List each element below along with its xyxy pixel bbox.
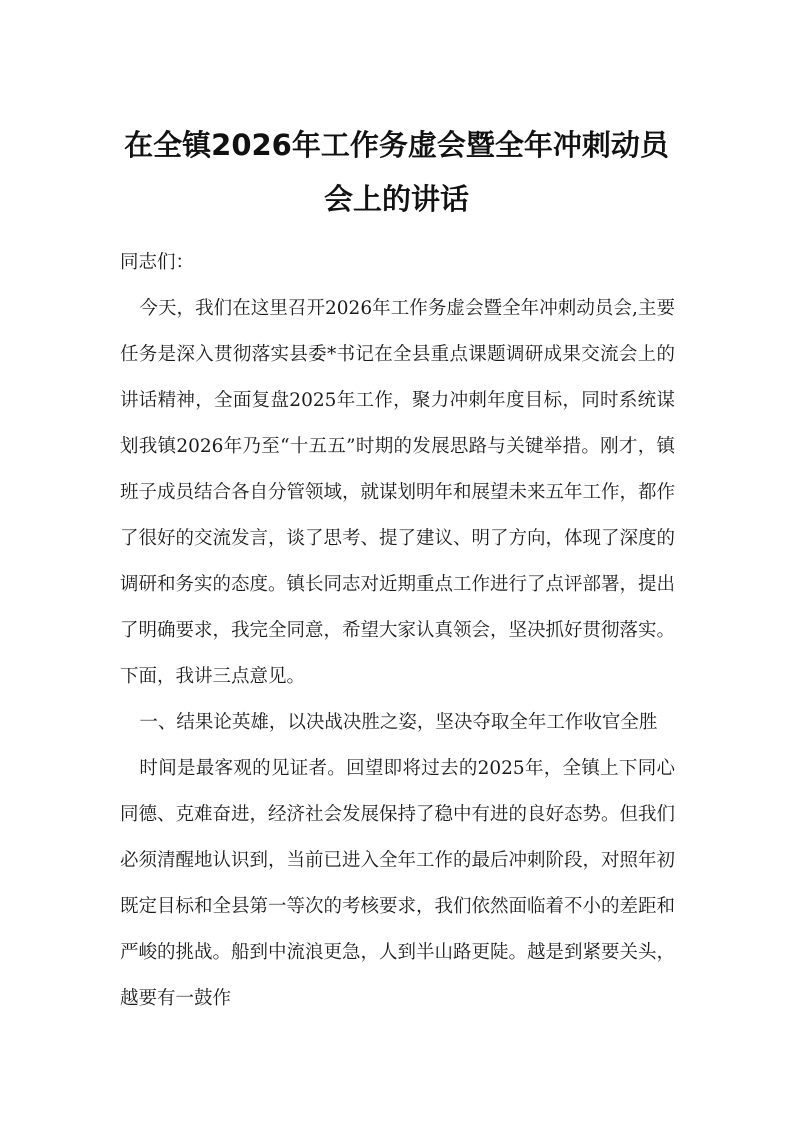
salutation: 同志们： [120, 252, 195, 273]
paragraph-section-1: 时间是最客观的见证者。回望即将过去的2025年，全镇上下同心同德、克难奋进，经济社会发展保持了稳中有进的良好态势。但我们必须清醒地认识到，当前已进入全年工作的最后冲刺阶段，对照年初既定目标和全县第一等次的考核要求，我们依然面临着不小的差距和严峻的挑战。船到中流浪更急，人到半山路更陡。越是到紧要关头，越要有一鼓作 [120, 758, 676, 1009]
paragraph-opening: 今天，我们在这里召开2026年工作务虚会暨全年冲刺动员会,主要任务是深入贯彻落实县委*书记在全县重点课题调研成果交流会上的讲话精神，全面复盘2025年工作，聚力冲刺年度目标，同时系统谋划我镇2026年乃至“十五五”时期的发展思路与关键举措。刚才，镇班子成员结合各自分管领域，就谋划明年和展望未来五年工作，都作了很好的交流发言，谈了思考、提了建议、明了方向，体现了深度的调研和务实的态度。镇长同志对近期重点工作进行了点评部署，提出了明确要求，我完全同意，希望大家认真领会，坚决抓好贯彻落实。下面，我讲三点意见。 [120, 298, 676, 687]
document-body [120, 240, 675, 1022]
document-title: 在全镇2026年工作务虚会暨全年冲刺动员会上的讲话 [124, 128, 669, 216]
section-heading-1: 一、结果论英雄，以决战决胜之姿，坚决夺取全年工作收官全胜 [139, 712, 658, 733]
